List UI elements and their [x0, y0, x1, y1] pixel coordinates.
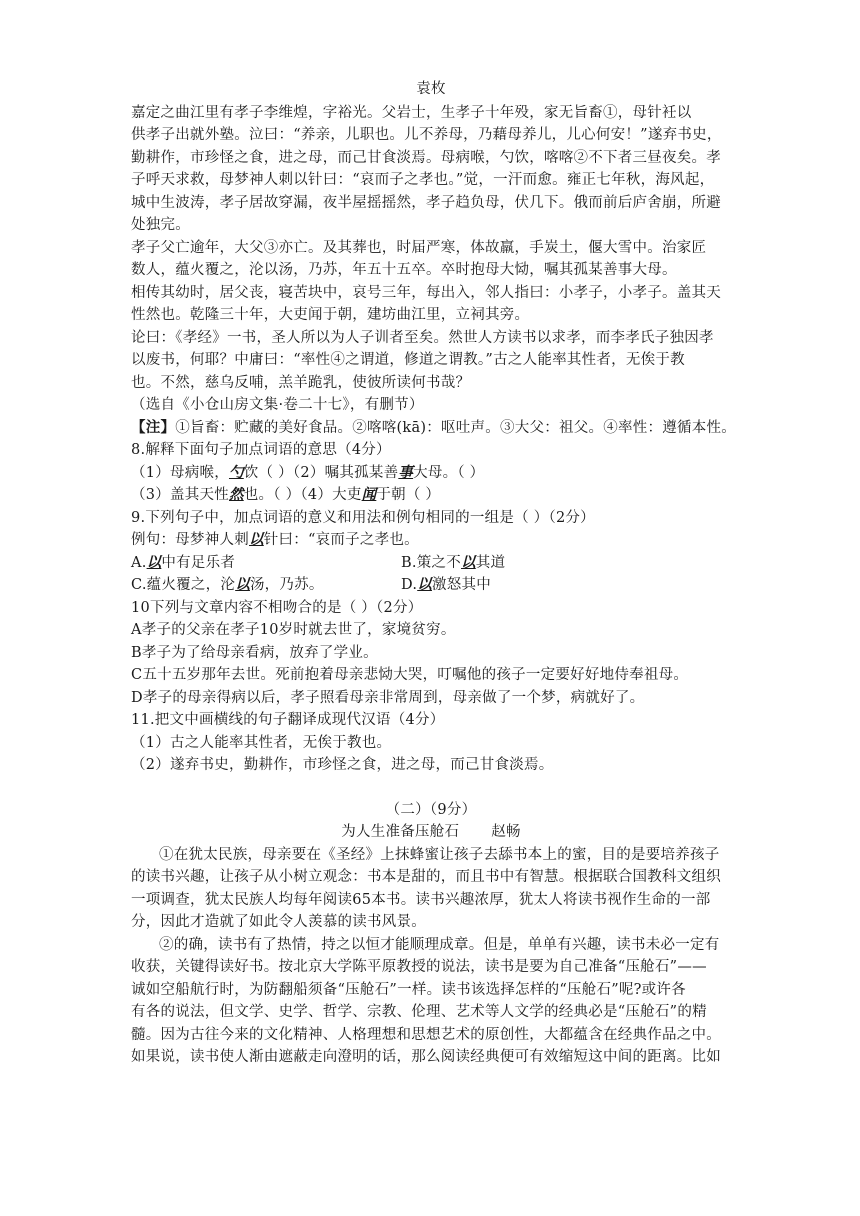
option-d [401, 577, 491, 593]
option-b: B孝子为了给母亲看病，放弃了学业。 [131, 644, 378, 661]
question-10 [131, 597, 731, 710]
text: 于朝（ ） [376, 487, 441, 503]
option-a [131, 552, 401, 575]
option-a: A孝子的父亲在孝子10岁时就去世了，家境贫穷。 [131, 622, 456, 638]
text: 也。（ ）（4）大吏 [243, 487, 362, 503]
passage-author: 袁枚 [416, 81, 446, 97]
passage-line: 勤耕作，市珍怪之食，进之母，而己甘食淡焉。母病喉，勺饮，喀喀②不下者三昼夜矣。孝 [131, 149, 721, 166]
text: 中有足乐者 [161, 554, 236, 571]
text: 大母。（ ） [413, 464, 485, 481]
translation-item: （2）遂弃书史，勤耕作，市珍怪之食，进之母，而己甘食淡焉。 [131, 757, 554, 773]
passage-line: 也。不然，慈乌反哺，羔羊跪乳，使彼所读何书哉？ [131, 374, 471, 391]
option-b [401, 555, 505, 571]
section-header: （二）（9分） [385, 801, 477, 818]
article-line: 一项调查，犹太民族人均每年阅读65本书。读书兴趣浓厚，犹太人将读书视作生命的一部 [131, 891, 711, 908]
example-sentence [131, 529, 731, 552]
article-author: 赵畅 [491, 824, 521, 840]
dotted-word: 以 [417, 576, 432, 593]
passage-line: 子呼天求救，母梦神人刺以针曰：“哀而子之孝也。”觉，一汗而愈。雍正七年秋，海风起， [131, 172, 715, 188]
article-line: 有各的说法，但文学、史学、哲学、宗教、伦理、艺术等人文学的经典必是“压舱石”的精 [131, 1004, 707, 1020]
article-line: 髓。因为古往今来的文化精神、人格理想和思想艺术的原创性，大都蕴含在经典作品之中。 [131, 1026, 721, 1043]
text: 其道 [475, 554, 506, 571]
text: （3）盖其天性 [131, 487, 229, 503]
passage-line: 处独完。 [131, 217, 190, 233]
passage-line: 以废书，何耶？中庸曰：“率性④之谓道，修道之谓教。”古之人能率其性者，无俟于教 [131, 352, 685, 368]
question-8 [131, 439, 731, 507]
article-line: 的读书兴趣，让孩子从小树立观念：书本是甜的，而且书中有智慧。根据联合国教科文组织 [131, 869, 721, 885]
article-line: ②的确，读书有了热情，持之以恒才能顺理成章。但是，单单有兴趣，读书未必一定有 [159, 936, 720, 953]
passage-line: 相传其幼时，居父丧，寝苦块中，哀号三年，每出入，邻人指曰：小孝子，小孝子。盖其天 [131, 284, 721, 301]
article-line: 诚如空船航行时，为防翻船须备“压舱石”一样。读书该选择怎样的“压舱石”呢?或许各 [131, 981, 686, 998]
text: 例句：母梦神人刺 [131, 532, 249, 548]
options-row [131, 552, 731, 575]
translation-item: （1）古之人能率其性者，无俟于教也。 [131, 734, 392, 751]
document-content [131, 78, 736, 1069]
dotted-word: 闻 [361, 486, 377, 503]
options-row [131, 574, 731, 597]
article-line: 分，因此才造就了如此令人羡慕的读书风景。 [131, 914, 426, 930]
article-line: ①在犹太民族，母亲要在《圣经》上抹蜂蜜让孩子去舔书本上的蜜，目的是要培养孩子 [159, 846, 720, 863]
passage-line: 数人，蕴火覆之，沦以汤，乃苏，年五十五卒。卒时抱母大恸，嘱其孤某善事大母。 [131, 262, 677, 278]
dotted-word: 以 [461, 553, 476, 571]
passage-line: 论曰：《孝经》一书，圣人所以为人子训者至矣。然世人方读书以求孝，而李孝氏子独因孝 [131, 329, 714, 346]
passage-line: 性然也。乾隆三十年，大吏闻于朝，建坊曲江里，立祠其旁。 [131, 307, 530, 323]
spacer [131, 777, 731, 799]
annotation-label: 【注】 [131, 418, 176, 436]
dotted-word: 以 [146, 553, 162, 571]
annotation [131, 417, 736, 440]
dotted-word: 以 [235, 576, 250, 593]
passage-line: 城中生波涛，孝子居故穿漏，夜半屋摇摇然，孝子趋负母，伏几下。俄而前后庐舍崩，所避 [131, 194, 721, 211]
passage-line: 供孝子出就外塾。泣曰：“养亲，儿职也。儿不养母，乃藉母养儿，儿心何安！”遂弃书史， [131, 127, 722, 143]
annotation-text: ①旨畜：贮藏的美好食品。②喀喀(kā)：呕吐声。③大父：祖父。④率性：遵循本性。 [175, 419, 736, 436]
question-line [131, 462, 731, 485]
text: 汤，乃苏。 [249, 577, 324, 593]
option-c [131, 574, 401, 597]
classical-passage [131, 102, 736, 440]
text: 针曰：“哀而子之孝也。 [263, 532, 419, 548]
question-stem: 11.把文中画横线的句子翻译成现代汉语（4分） [131, 712, 445, 728]
text: D. [401, 577, 418, 593]
text: C.蕴火覆之，沦 [131, 577, 236, 593]
question-stem: 9.下列句子中，加点词语的意义和用法和例句相同的一组是（ ）（2分） [131, 509, 595, 526]
article-line: 收获，关键得读好书。按北京大学陈平原教授的说法，读书是要为自己准备“压舱石”—— [131, 959, 707, 975]
text: 饮（ ）（2）嘱其孤某善 [243, 464, 399, 481]
question-9 [131, 507, 731, 597]
dotted-word: 事 [398, 463, 414, 481]
question-11 [131, 709, 731, 777]
text: （1）母病喉， [131, 464, 229, 481]
article-title: 为人生准备压舱石 [341, 824, 460, 840]
question-line [131, 484, 731, 507]
part-two [131, 799, 731, 1069]
dotted-word: 然 [228, 486, 244, 503]
option-d: D孝子的母亲得病以后，孝子照看母亲非常周到，母亲做了一个梦，病就好了。 [131, 689, 645, 706]
passage-line: 嘉定之曲江里有孝子李维煌，字裕光。父岩士，生孝子十年殁，家无旨畜①，母针衽以 [131, 104, 692, 121]
passage-line: 孝子父亡逾年，大父③亦亡。及其葬也，时届严寒，体故羸，手炭土，偃大雪中。治家匠 [131, 239, 707, 256]
text: A. [131, 554, 147, 571]
question-stem: 8.解释下面句子加点词语的意思（4分） [131, 442, 391, 458]
dotted-word: 勺 [228, 463, 244, 481]
text: 激怒其中 [431, 577, 491, 593]
question-stem: 10下列与文章内容不相吻合的是（ ）（2分） [131, 599, 423, 616]
source-note: （选自《小仓山房文集·卷二十七》，有删节） [131, 397, 424, 413]
article-line: 如果说，读书使人渐由遮蔽走向澄明的话，那么阅读经典便可有效缩短这中间的距离。比如 [131, 1049, 721, 1065]
text: B.策之不 [401, 554, 462, 571]
article-heading [131, 821, 731, 844]
dotted-word: 以 [249, 531, 264, 548]
option-c: C五十五岁那年去世。死前抱着母亲悲恸大哭，叮嘱他的孩子一定要好好地侍奉祖母。 [131, 667, 689, 683]
